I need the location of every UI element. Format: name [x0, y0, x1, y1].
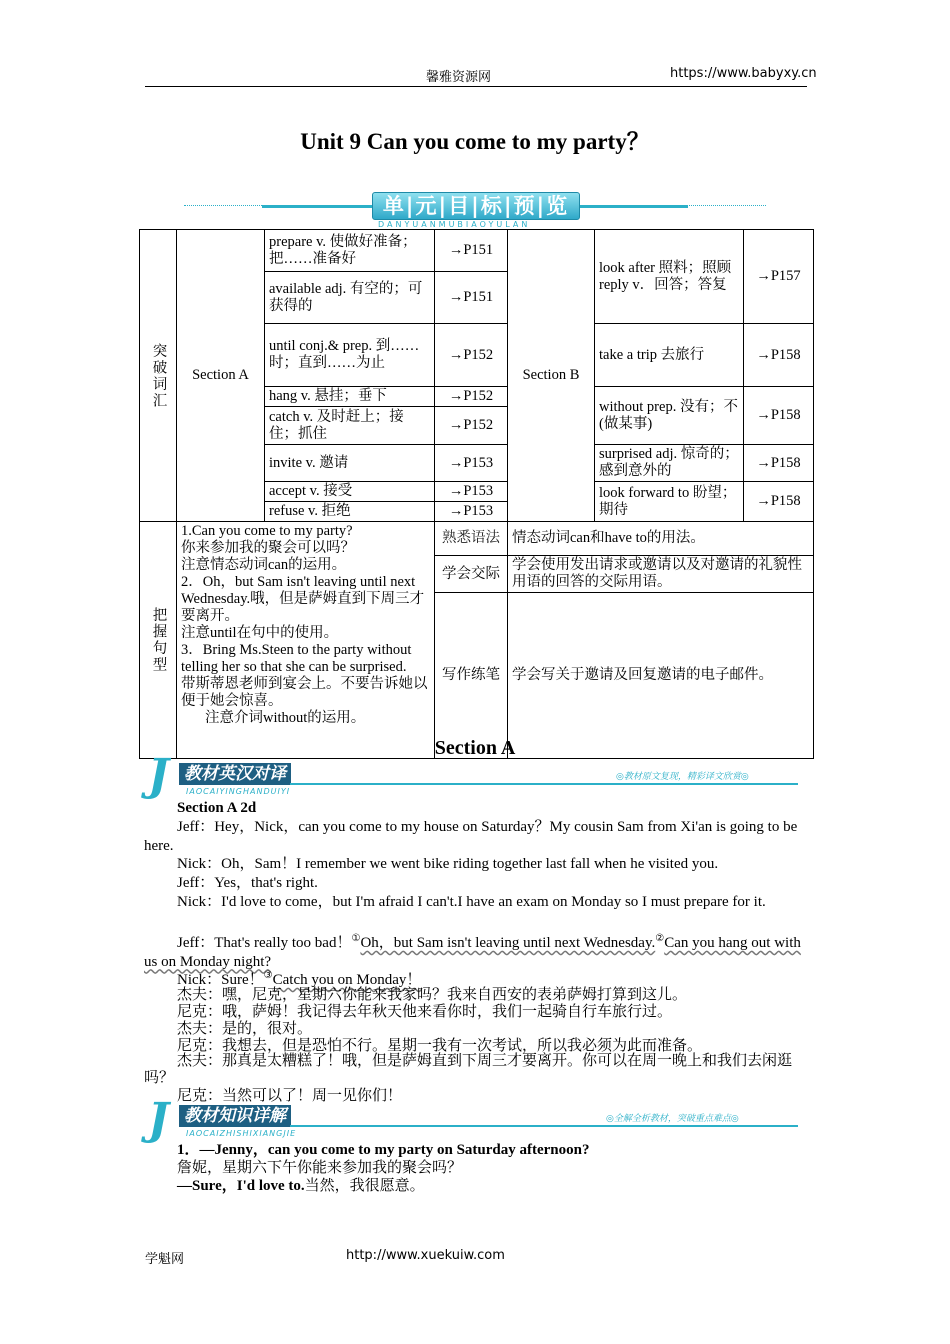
goal-label: 熟悉语法: [435, 522, 508, 556]
page-ref: →P158: [744, 324, 814, 387]
section-a-label: Section A: [177, 230, 265, 522]
vocab-category: 突破词汇: [140, 230, 177, 522]
vocab-item: prepare v. 使做好准备；把……准备好: [265, 230, 435, 272]
goal-text: 学会使用发出请求或邀请以及对邀请的礼貌性用语的回答的交际用语。: [508, 556, 814, 593]
page-ref: →P151: [435, 272, 508, 324]
key-sentence: Catch you on Monday！: [272, 972, 422, 988]
speaker-text: Jeff：That's really too bad！: [177, 935, 352, 951]
dialog-line: Jeff：Hey，Nick，can you come to my house on Saturday？My cousin Sam from Xi'an is going to be here.: [144, 819, 798, 854]
page-ref: →P152: [435, 387, 508, 407]
sentence-line: 注意介词without的运用。: [205, 710, 366, 726]
knowledge-answer: [144, 1177, 806, 1196]
page-ref: →P158: [744, 387, 814, 445]
header-divider: [145, 86, 807, 87]
page-ref: →P153: [435, 482, 508, 502]
sentence-line: 带斯蒂恩老师到宴会上。不要告诉她以便于她会惊喜。: [181, 676, 428, 709]
vocab-item: look forward to 盼望；期待: [595, 482, 744, 522]
translation-line: 杰夫：嘿，尼克，星期六你能来我家吗？我来自西安的表弟萨姆打算到这儿。: [177, 987, 688, 1003]
unit-goals-banner: 单|元|目|标|预|览: [372, 192, 580, 220]
band-title-knowledge: 教材知识详解: [179, 1105, 291, 1127]
vocab-item: refuse v. 拒绝: [265, 502, 435, 522]
goal-label: 学会交际: [435, 556, 508, 593]
sentence-line: 注意情态动词can的运用。: [181, 557, 347, 573]
speaker-text: Nick：Sure！: [177, 972, 264, 988]
page-ref: →P158: [744, 445, 814, 482]
goal-text: 学会写关于邀请及回复邀请的电子邮件。: [508, 593, 814, 759]
sentence-category: 把握句型: [140, 522, 177, 759]
sentence-patterns: [177, 522, 435, 759]
knowledge-question: 1．—Jenny，can you come to my party on Saturday afternoon?: [177, 1142, 590, 1158]
vocab-item: hang v. 悬挂；垂下: [265, 387, 435, 407]
vocab-item: until conj.& prep. 到……时；直到……为止: [265, 324, 435, 387]
page-ref: →P151: [435, 230, 508, 272]
section-b-label: Section B: [508, 230, 595, 522]
band-j-icon: J: [148, 1094, 169, 1145]
goal-text: 情态动词can和have to的用法。: [508, 522, 814, 556]
translation-line: 尼克：哦，萨姆！我记得去年秋天他来看你时，我们一起骑自行车旅行过。: [177, 1004, 673, 1020]
sentence-line: 3．Bring Ms.Steen to the party without telling her so that she can be surprised.: [181, 642, 412, 675]
page-ref: →P153: [435, 445, 508, 482]
band-slogan: ◎教材原文复现，精彩译文欣赏◎: [616, 772, 749, 782]
answer-cn: 当然，我很愿意。: [304, 1178, 425, 1194]
vocab-item: surprised adj. 惊奇的；感到意外的: [595, 445, 744, 482]
answer-en: —Sure，I'd love to.: [177, 1178, 305, 1194]
page-ref: →P152: [435, 407, 508, 445]
sentence-line: 注意until在句中的使用。: [181, 625, 339, 641]
sentence-line: 你来参加我的聚会可以吗？: [181, 540, 355, 556]
unit-goals-table: [139, 229, 814, 759]
band-title-translation: 教材英汉对译: [179, 763, 291, 785]
vocab-item: take a trip 去旅行: [595, 324, 744, 387]
vocab-item: invite v. 邀请: [265, 445, 435, 482]
key-sentence: Can you hang out with us on Monday night?: [144, 935, 801, 970]
footer-site-name: 学魁网: [145, 1252, 185, 1267]
vocab-item: catch v. 及时赶上；接住；抓住: [265, 407, 435, 445]
band-j-icon: J: [148, 750, 169, 801]
banner-pinyin: DANYUANMUBIAOYULAN: [378, 220, 531, 229]
key-sentence: Oh，but Sam isn't leaving until next Wednesday.: [360, 935, 656, 951]
dialog-line: Nick：Oh，Sam！I remember we went bike riding together last fall when he visited you.: [177, 856, 719, 872]
band-pinyin: IAOCAIZHISHIXIANGJIE: [186, 1129, 297, 1138]
translation-line: 尼克：我想去，但是恐怕不行。星期一我有一次考试，所以我必须为此而准备。: [177, 1038, 703, 1054]
note-marker: ①: [351, 933, 361, 944]
dialog-line: Jeff：Yes，that's right.: [177, 875, 318, 891]
band-slogan: ◎全解全析教材，突破重点难点◎: [606, 1114, 739, 1124]
page-title: Unit 9 Can you come to my party？: [300, 129, 650, 154]
band-line: [290, 783, 798, 785]
header-site-name: 馨雅资源网: [426, 70, 492, 85]
page-ref: →P153: [435, 502, 508, 522]
dialog-heading: Section A 2d: [177, 800, 257, 816]
band-pinyin: IAOCAIYINGHANDUIYI: [186, 787, 291, 796]
page-ref: →P158: [744, 482, 814, 522]
translation-line: 尼克：当然可以了！周一见你们！: [177, 1088, 403, 1104]
vocab-item: look after 照料；照顾 reply v．回答；答复: [595, 230, 744, 324]
vocab-item: without prep. 没有；不(做某事): [595, 387, 744, 445]
translation-line: 杰夫：那真是太糟糕了！哦，但是萨姆直到下周三才要离开。你可以在周一晚上和我们去闲逛吗？: [144, 1053, 793, 1086]
sentence-line: 2．Oh，but Sam isn't leaving until next Wednesday.哦，但是萨姆直到下周三才要离开。: [181, 574, 425, 624]
translation-line: 杰夫：是的，很对。: [177, 1021, 313, 1037]
page-ref: →P152: [435, 324, 508, 387]
banner-bar-left: [262, 205, 372, 208]
section-a-heading: Section A: [434, 737, 516, 759]
vocab-item: accept v. 接受: [265, 482, 435, 502]
banner-bar-right: [578, 205, 688, 208]
note-marker: ③: [263, 970, 273, 981]
page-ref: →P157: [744, 230, 814, 324]
knowledge-question-cn: 詹妮，星期六下午你能来参加我的聚会吗？: [177, 1160, 463, 1176]
note-marker: ②: [655, 933, 665, 944]
header-url[interactable]: https://www.babyxy.cn: [670, 66, 817, 81]
goal-label: 写作练笔: [435, 593, 508, 759]
dialog-line: Nick：I'd love to come，but I'm afraid I can't.I have an exam on Monday so I must prepare for it.: [177, 894, 766, 910]
band-line: [290, 1125, 798, 1127]
sentence-line: 1.Can you come to my party?: [181, 523, 353, 539]
vocab-item: available adj. 有空的；可获得的: [265, 272, 435, 324]
dialog-line-jeff: [144, 930, 806, 971]
footer-url[interactable]: http://www.xuekuiw.com: [346, 1248, 505, 1263]
